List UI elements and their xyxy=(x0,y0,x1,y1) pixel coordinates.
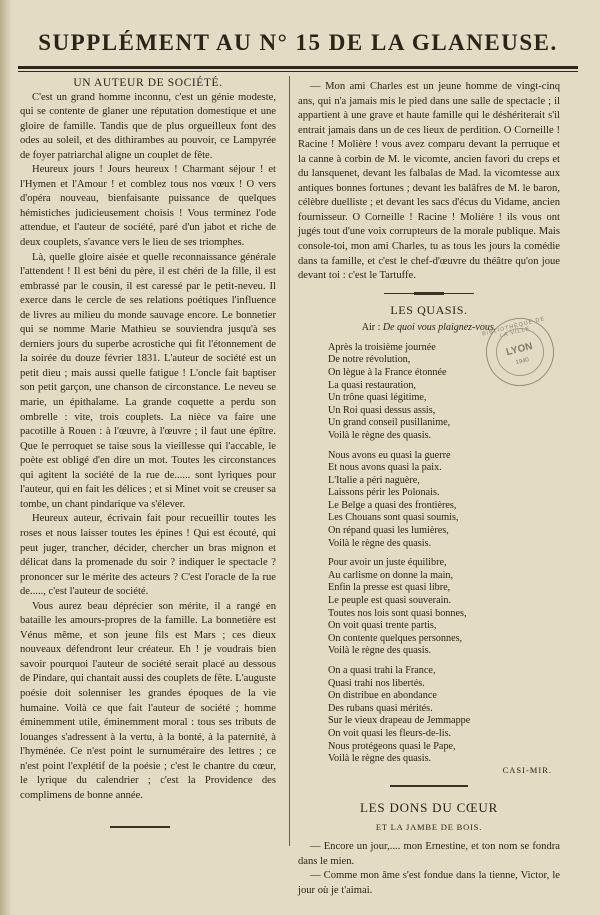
poem-stanza xyxy=(328,450,560,551)
poem-line: Enfin la presse est quasi libre, xyxy=(328,582,451,594)
poem-line: Après la troisième journée xyxy=(328,341,436,353)
poem-line: On distribue en abondance xyxy=(328,690,437,702)
poem-line: L'Italie a péri naguère, xyxy=(328,474,420,486)
poem-signature: CASI-MIR. xyxy=(502,764,552,775)
article-title: LES DONS DU CŒUR xyxy=(359,800,499,816)
poem-line: On répand quasi les lumières, xyxy=(328,525,449,537)
stamp-year: 1940 xyxy=(515,357,530,367)
poem-line: Le peuple est quasi souverain. xyxy=(328,595,452,607)
poem-title: LES QUASIS. xyxy=(390,302,468,317)
article-paragraph: Heureux jours ! Jours heureux ! Charmant séjour ! et l'Hymen et l'Amour ! et comblez tous nos vœux ! O vers d'opéra nouveau, bienfaisante puissance de quelques hémistiches judicieusement choisis ! Vous terminez l'ode attendue, et l'auteur de société, paré d'un jabot et riche de deux couplets, s'avance vers le lieu de ses triomphes. xyxy=(20,164,276,249)
air-tune: De quoi vous plaignez-vous. xyxy=(382,322,497,334)
article-paragraph: — Encore un jour,.... mon Ernestine, et ton nom se fondra dans le mien. xyxy=(298,841,560,867)
article-paragraph: — Mon ami Charles est un jeune homme de vingt-cinq ans, qui n'a jamais mis le pied dans une salle de spectacle ; il appartient à une grave et haute famille qui le déshériterait s'il entrait jamais dans un de ces lieux de perdition. O Corneille ! Racine ! Molière ! vous avez comparu devant la perruque et la canne à corbin de M. le vicomte, ancien favori du creps et du lansquenet, devant les falbalas de Mad. la vicomtesse aux antiques bonnes fortunes ; devant les balâfres de M. le baron, célèbre duelliste ; et devant les sacs d'écus du Vidame, ancien fournisseur. O Corneille ! Racine ! Molière ! ils vous ont jugés tout d'une voix corrupteurs de la morale publique. Mais console-toi, mon ami Charles, tu as tous les jours la comédie dans ta famille, et c'est le chef-d'œuvre du théâtre qu'on joue devant toi : c'est le Tartuffe. xyxy=(298,81,560,282)
masthead: SUPPLÉMENT AU N° 15 DE LA GLANEUSE. xyxy=(38,30,558,55)
poem-line: Un trône quasi légitime, xyxy=(328,392,427,404)
end-rule xyxy=(110,826,170,828)
poem-line: Et nous avons quasi la paix. xyxy=(328,462,442,474)
article-paragraph: C'est un grand homme inconnu, c'est un génie modeste, qui se contente de glaner une réputation domestique et une gloire de famille. Tandis que de plus orgueilleux font des odes au soleil, et des dithirambes au pouvoir, ce Lampyrée de foyer patriarchal aligne un couplet de fête. xyxy=(20,91,276,161)
article-paragraph: Là, quelle gloire aisée et quelle reconnaissance générale l'attendent ! Il est béni du père, il est chéri de la fille, il est embrassé par le cousin, il est caressé par le petit-neveu. Il exerce dans le cercle de ses relations poétiques l'influence de livres au milieu du monde sauvage encore. Le bonnetier qui se nomme Marie Mathieu se souviendra jusqu'à ses derniers jours du superbe acrostiche qui fit l'étonnement de la soirée du douze février 1831. L'auteur de société est un petit dieu ; mais aussi quelle fatigue ! L'oncle fait baptiser son petit garçon, une chanson de circonstance. Le neveu se marie, un épithalame. La grande coquette a perdu son ombrelle : vite, trois couplets. La nièce va faire une pacotille à Rouen : à l'œuvre, à l'œuvre ; il faut une épître. Que le perroquet se taise sous la vieillesse qui l'accable, le poète est obligé d'en dire un mot. Toutes les circonstances qui agitent la société de la rue de...... sont lyriques pour l'auteur, qui en fait les délices ; et si Minet voit se creuser sa tombe, un chant pindarique va s'élever. xyxy=(20,251,276,510)
masthead-rule xyxy=(18,66,578,72)
column-divider xyxy=(289,76,290,846)
article-title: UN AUTEUR DE SOCIÉTÉ. xyxy=(73,77,223,89)
section-rule xyxy=(390,785,468,787)
poem-line: Un Roi quasi dessus assis, xyxy=(328,404,436,416)
poem-line: Des rubans quasi mérités. xyxy=(328,702,433,714)
left-column xyxy=(20,76,276,803)
poem-line: Voilà le règne des quasis. xyxy=(328,645,432,657)
poem-line: Le Belge a quasi des frontières, xyxy=(328,499,457,511)
poem-line: Voilà le règne des quasis. xyxy=(328,537,432,549)
poem-line: On voit quasi les fleurs-de-lis. xyxy=(328,727,452,739)
poem-line: Sur le vieux drapeau de Jemmappe xyxy=(328,715,471,727)
poem-line: Au carlisme on donne la main, xyxy=(328,569,454,581)
poem-line: On lègue à la France étonnée xyxy=(328,366,447,378)
article-paragraph: Heureux auteur, écrivain fait pour recueillir toutes les roses et nous laisser toutes les épines ! Qui est écouté, qui peut juger, trancher, décider, chercher un bras mignon et délicat dans la promenade du soir ? indiquer le spectacle ? prononcer sur le mérite des acteurs ? C'est l'oracle de la rue de....., c'est l'auteur de société. xyxy=(20,513,276,598)
air-label: Air : xyxy=(361,322,381,334)
poem-line: Voilà le règne des quasis. xyxy=(328,429,432,441)
page-edge-shadow xyxy=(0,0,12,915)
stamp-city: LYON xyxy=(505,340,534,359)
right-column xyxy=(298,76,560,899)
poem-line: On a quasi trahi la France, xyxy=(328,665,436,676)
poem-line: Nous avons eu quasi la guerre xyxy=(328,449,451,461)
poem-line: Quasi trahi nos libertés. xyxy=(328,677,425,689)
poem-line: On contente quelques personnes, xyxy=(328,632,463,644)
article-subtitle: ET LA JAMBE DE BOIS. xyxy=(375,821,483,832)
poem-line: Laissons périr les Polonais. xyxy=(328,487,440,499)
stamp-arc-text: BIBLIOTHÈQUE DE LA VILLE xyxy=(481,316,546,340)
poem-line: La quasi restauration, xyxy=(328,379,416,391)
poem-line: Pour avoir un juste équilibre, xyxy=(328,557,447,569)
article-paragraph: Vous aurez beau déprécier son mérite, il a rangé en bataille les amours-propres de la famille. La bonnetière est Vénus même, et son jeune fils est Mars ; ces dieux nouveaux défendront leur créateur. Eh ! je voudrais bien savoir pourquoi l'auteur de société serait placé au dessous de Pindare, qui chantait aussi des couplets de fête. L'auguste poésie doit solenniser les grandes époques de la vie humaine. Voilà ce que fait l'auteur de société ; homme éminemment utile, éminemment moral : tous ses tributs de louanges s'adressent à la vertu, à la bonté, à la paternité, à l'hyménée. Ce n'est point le surnuméraire des lettres ; ce n'est point l'explétif de la poésie ; c'est le chantre du cœur, le lyrique du calendrier ; c'est la Providence des complimens de bonne année. xyxy=(20,600,276,801)
section-rule xyxy=(384,292,474,295)
poem-stanza xyxy=(328,557,560,658)
poem-line: Voilà le règne des quasis. xyxy=(328,753,432,765)
poem-line: Un grand conseil pusillanime, xyxy=(328,417,451,429)
poem-line: Les Chouans sont quasi soumis, xyxy=(328,512,459,524)
poem-stanza xyxy=(328,665,560,766)
poem-line: Toutes nos lois sont quasi bonnes, xyxy=(328,607,467,619)
poem-line: De notre révolution, xyxy=(328,354,411,366)
poem-line: Nous protégeons quasi le Pape, xyxy=(328,740,456,752)
article-paragraph: — Comme mon âme s'est fondue dans la tienne, Victor, le jour où je t'aimai. xyxy=(298,870,560,897)
poem-line: On voit quasi trente partis, xyxy=(328,620,437,632)
